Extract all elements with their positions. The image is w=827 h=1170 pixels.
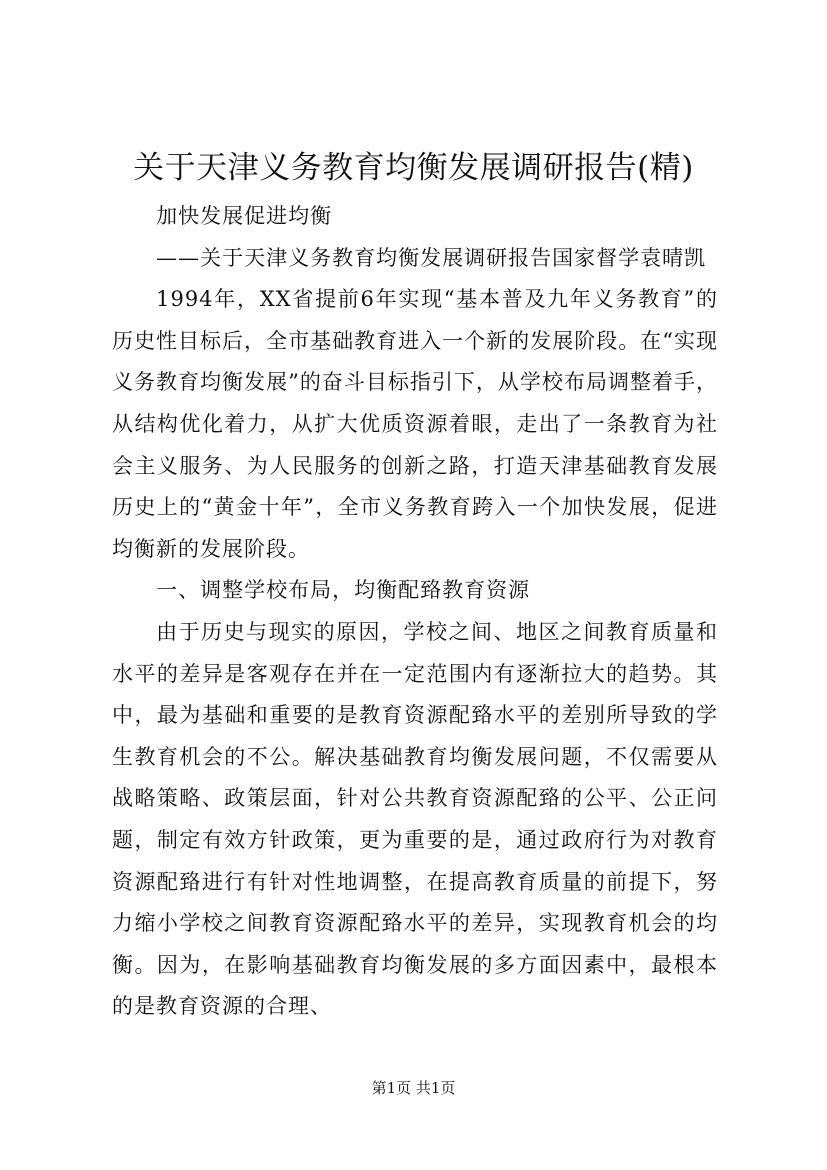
byline-paragraph: ——关于天津义务教育均衡发展调研报告国家督学袁晴凯 [156,245,707,270]
document-body [112,196,718,1028]
body-paragraph: 由于历史与现实的原因，学校之间、地区之间教育质量和水平的差异是客观存在并在一定范围内有逐渐拉大的趋势。其中，最为基础和重要的是教育资源配臵水平的差别所导致的学生教育机会的不公。解决基础教育均衡发展问题，不仅需要从战略策略、政策层面，针对公共教育资源配臵的公平、公正问题，制定有效方针政策，更为重要的是，通过政府行为对教育资源配臵进行有针对性地调整，在提高教育质量的前提下，努力缩小学校之间教育资源配臵水平的差异，实现教育机会的均衡。因为，在影响基础教育均衡发展的多方面因素中，最根本的是教育资源的合理、 [112,619,718,1019]
subtitle-paragraph: 加快发展促进均衡 [156,204,333,228]
document-title: 关于天津义务教育均衡发展调研报告(精) [133,150,694,186]
section-heading: 一、调整学校布局，均衡配臵教育资源 [156,578,531,603]
page-footer: 第1页 共1页 [371,1079,456,1097]
intro-paragraph: 1994年，XX省提前6年实现“基本普及九年义务教育”的历史性目标后，全市基础教育进入一个新的发展阶段。在“实现义务教育均衡发展”的奋斗目标指引下，从学校布局调整着手，从结构优化着力，从扩大优质资源着眼，走出了一条教育为社会主义服务、为人民服务的创新之路，打造天津基础教育发展历史上的“黄金十年”，全市义务教育跨入一个加快发展，促进均衡新的发展阶段。 [112,287,718,561]
